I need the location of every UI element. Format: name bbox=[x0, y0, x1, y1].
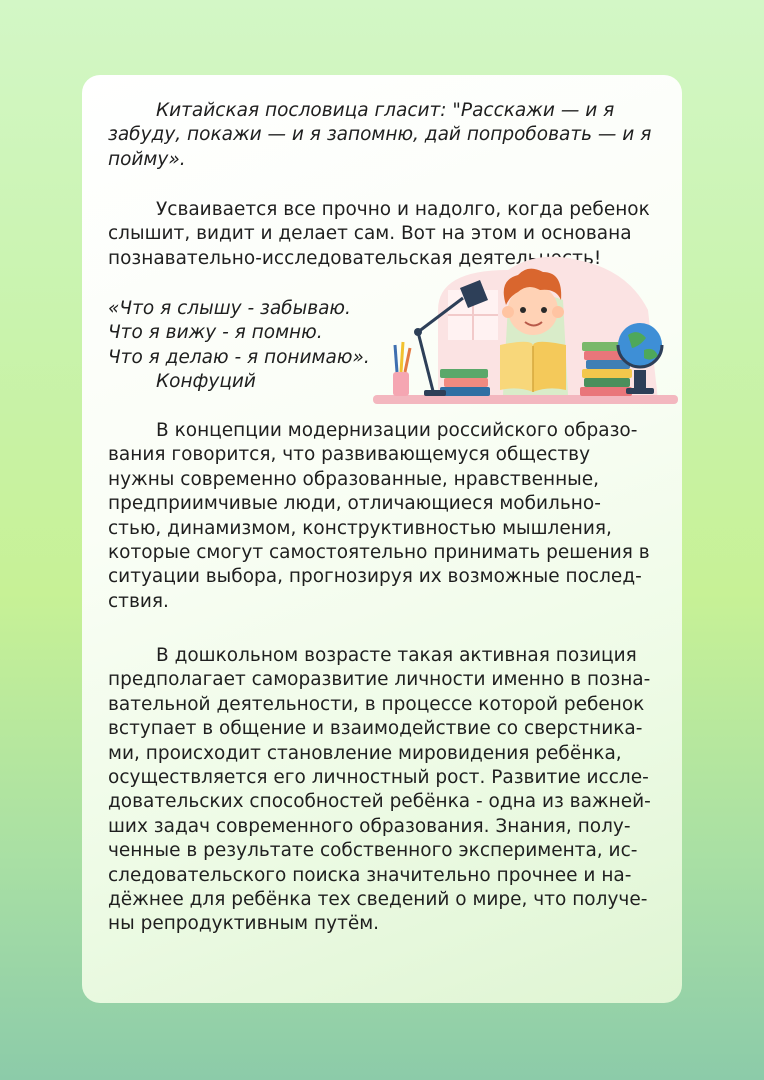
paragraph-line: Усваивается все прочно и надолго, когда ребенок bbox=[156, 199, 650, 220]
paragraph-line: ми, происходит становление мировидения ребёнка, bbox=[108, 742, 622, 764]
paragraph-line: нужны современно образованные, нравственные, bbox=[108, 468, 600, 490]
paragraph-line: ны репродуктивным путём. bbox=[108, 913, 380, 935]
paragraph-line: дёжнее для ребёнка тех сведений о мире, что получе- bbox=[108, 889, 648, 911]
paragraph-line: стью, динамизмом, конструктивностью мышления, bbox=[108, 517, 612, 539]
paragraph-line: В концепции модернизации российского образо- bbox=[156, 420, 638, 441]
paragraph-line: ствия. bbox=[108, 590, 169, 612]
paragraph-line: предполагает саморазвитие личности именно в позна- bbox=[108, 669, 651, 691]
boy-reading-book-icon bbox=[368, 250, 680, 410]
paragraph-line: В дошкольном возрасте такая активная позиция bbox=[156, 645, 637, 666]
proverb-line: Китайская пословица гласит: "Расскажи — и я bbox=[156, 100, 615, 121]
quote-line: «Что я слышу - забываю. bbox=[108, 298, 351, 319]
preschool-paragraph bbox=[108, 644, 668, 937]
proverb-line: пойму». bbox=[108, 148, 186, 170]
quote-author: Конфуций bbox=[156, 371, 256, 393]
quote-line: Что я делаю - я понимаю». bbox=[108, 346, 370, 368]
paragraph-line: осуществляется его личностный рост. Развитие иссле- bbox=[108, 767, 649, 789]
proverb-line: забуду, покажи — и я запомню, дай попробовать — и я bbox=[108, 124, 652, 146]
confucius-quote bbox=[108, 297, 368, 395]
paragraph-line: предприимчивые люди, отличающиеся мобильно- bbox=[108, 493, 601, 515]
modernization-paragraph bbox=[108, 419, 668, 614]
paragraph-line: ситуации выбора, прогнозируя их возможные послед- bbox=[108, 566, 642, 588]
quote-line: Что я вижу - я помню. bbox=[108, 322, 323, 344]
paragraph-line: вательной деятельности, в процессе которой ребенок bbox=[108, 693, 645, 715]
paragraph-line: следовательского поиска значительно прочнее и на- bbox=[108, 864, 632, 886]
paragraph-line: вступает в общение и взаимодействие со сверстника- bbox=[108, 718, 643, 740]
paragraph-line: слышит, видит и делает сам. Вот на этом и основана bbox=[108, 223, 632, 245]
paragraph-line: ших задач современного образования. Знания, полу- bbox=[108, 815, 631, 837]
paragraph-line: которые смогут самостоятельно принимать решения в bbox=[108, 542, 650, 564]
paragraph-line: познавательно-исследовательская деятельность! bbox=[108, 247, 602, 269]
paragraph-line: вания говорится, что развивающемуся обществу bbox=[108, 444, 591, 466]
paragraph-line: ченные в результате собственного эксперимента, ис- bbox=[108, 840, 638, 862]
chinese-proverb bbox=[108, 99, 668, 172]
paragraph-line: довательских способностей ребёнка - одна из важней- bbox=[108, 791, 651, 813]
